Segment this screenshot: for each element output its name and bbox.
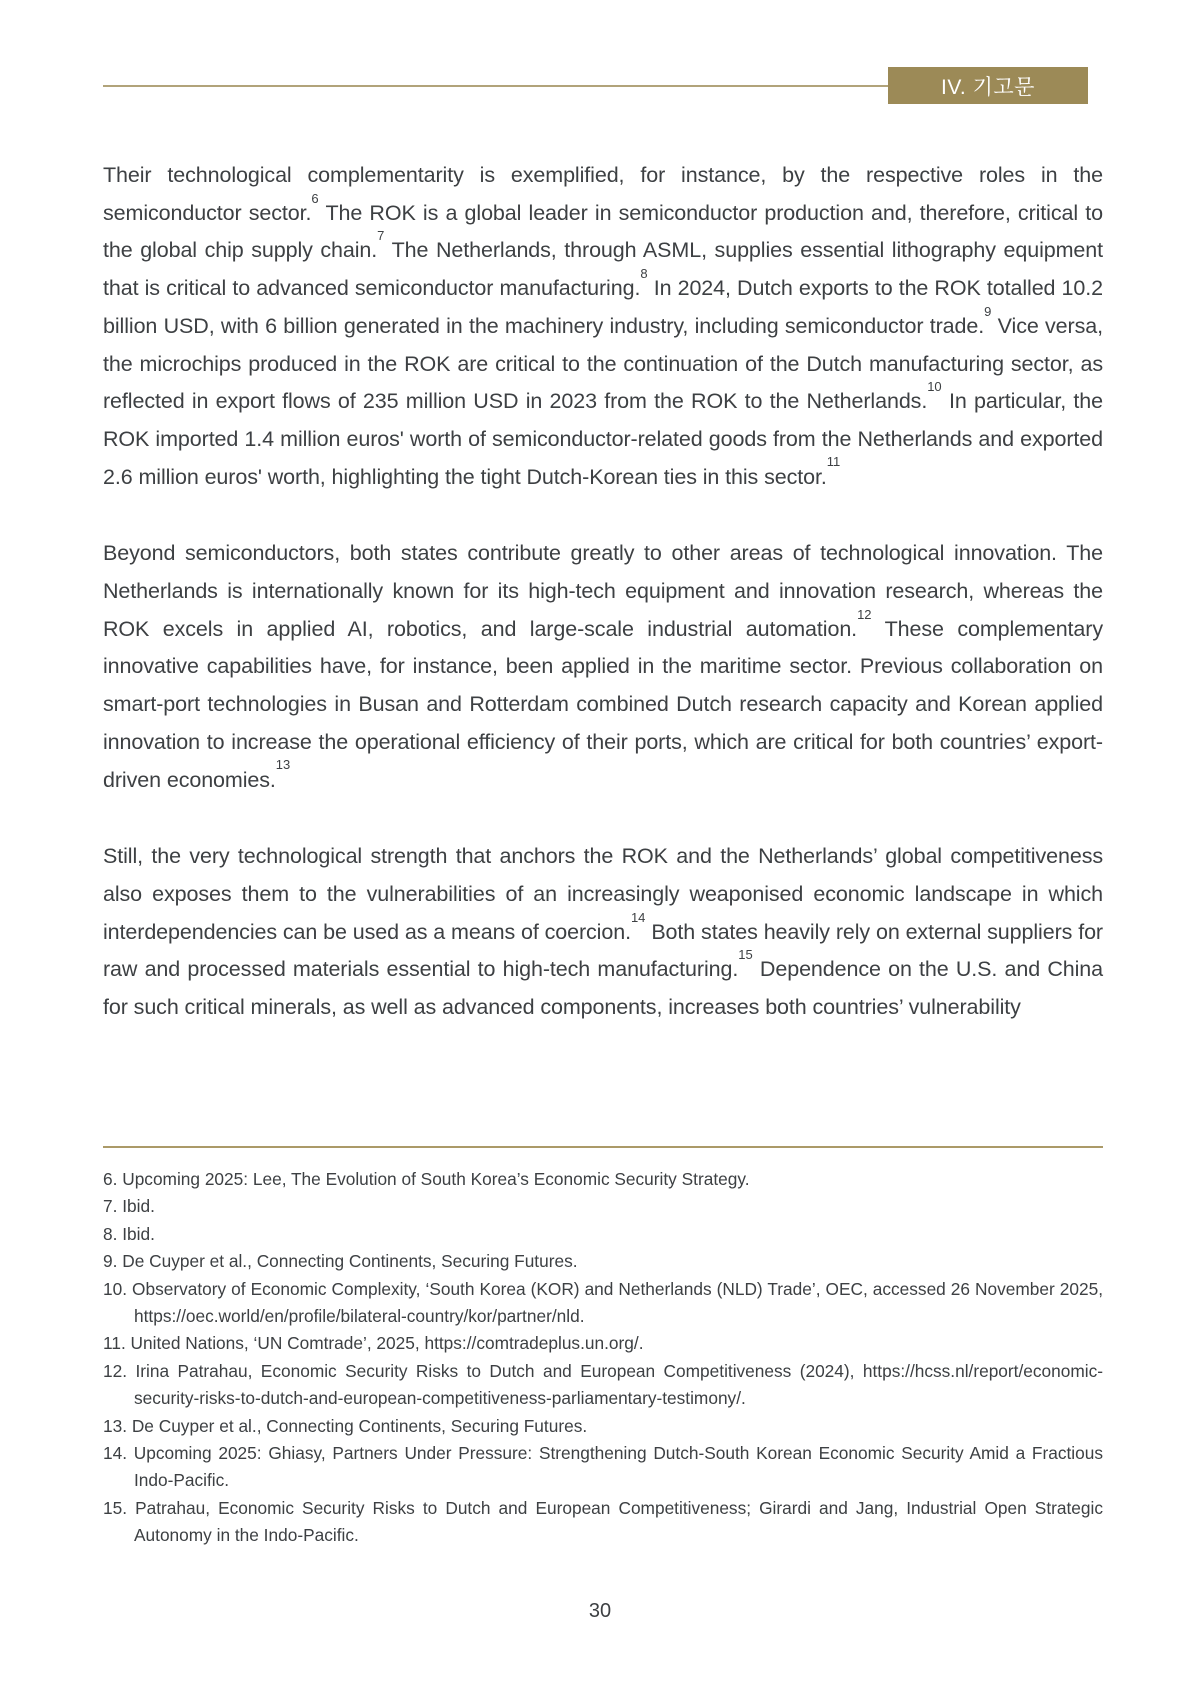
footnote-number: 8.: [103, 1223, 123, 1244]
footnote-text: Patrahau, Economic Security Risks to Dutch and European Competitiveness; Girardi and Jang, Industrial Open Strategic Autonomy in the Indo-Pacific.: [134, 1497, 1103, 1546]
footnote-divider-line: [103, 1146, 1103, 1148]
footnote-url[interactable]: https://hcss.nl/report/economic-security-risks-to-dutch-and-european-competitiveness-parliamentary-testimony/: [134, 1360, 1103, 1409]
footnote-text: De Cuyper et al., Connecting Continents, Securing Futures.: [131, 1415, 588, 1436]
body-text: These complementary innovative capabilities have, for instance, been applied in the maritime sector. Previous collaboration on smart-port technologies in Busan and Rotterdam combined Dutch research capacity and Korean applied innovation to increase the operational efficiency of their ports, which are critical for both countries’ export-driven economies.: [103, 616, 1103, 792]
body-text: The ROK is a global leader in semiconductor production and, therefore, critical to the global chip supply chain.: [103, 200, 1103, 263]
footnote-number: 11.: [103, 1333, 131, 1354]
footnote-text: De Cuyper et al., Connecting Continents, Securing Futures.: [122, 1251, 578, 1272]
footnote-number: 7.: [103, 1196, 123, 1217]
footnote-item: [103, 1221, 1103, 1248]
article-body: [103, 157, 1103, 1066]
body-text: Still, the very technological strength that anchors the ROK and the Netherlands’ global competitiveness also exposes them to the vulnerabilities of an increasingly weaponised economic landscape in which interdependencies can be used as a means of coercion.: [103, 844, 1103, 944]
footnote-ref: 9: [984, 303, 992, 319]
footnote-item: [103, 1248, 1103, 1275]
body-text: The Netherlands, through ASML, supplies essential lithography equipment that is critical to advanced semiconductor manufacturing.: [103, 238, 1103, 301]
footnote-number: 12.: [103, 1360, 136, 1381]
footnote-text: Observatory of Economic Complexity, ‘South Korea (KOR) and Netherlands (NLD) Trade’, OEC, accessed 26 November 2025,: [132, 1278, 1104, 1299]
footnote-number: 9.: [103, 1251, 123, 1272]
footnote-text: .: [579, 1306, 585, 1327]
footnote-text: United Nations, ‘UN Comtrade’, 2025,: [130, 1333, 425, 1354]
footnote-url[interactable]: https://comtradeplus.un.org/: [424, 1333, 639, 1354]
body-text: Beyond semiconductors, both states contribute greatly to other areas of technological innovation. The Netherlands is internationally known for its high-tech equipment and innovation research, whereas the ROK excels in applied AI, robotics, and large-scale industrial automation.: [103, 541, 1103, 641]
footnote-text: .: [638, 1333, 644, 1354]
footnote-item: [103, 1413, 1103, 1440]
body-text: In 2024, Dutch exports to the ROK totalled 10.2 billion USD, with 6 billion generated in the machinery industry, including semiconductor trade.: [103, 276, 1104, 338]
body-paragraph: [103, 838, 1103, 1027]
footnote-text: Upcoming 2025: Lee, The Evolution of South Korea’s Economic Security Strategy.: [122, 1169, 750, 1189]
body-paragraph: [103, 535, 1103, 799]
footnote-item: [103, 1440, 1103, 1495]
footnote-url[interactable]: https://oec.world/en/profile/bilateral-country/kor/partner/nld: [134, 1306, 580, 1327]
footnote-text: Ibid.: [122, 1196, 155, 1217]
body-paragraph: [103, 157, 1103, 496]
footnote-ref: 15: [738, 947, 753, 963]
footnotes-section: [103, 1166, 1103, 1550]
body-text: Dependence on the U.S. and China for such critical minerals, as well as advanced components, increases both countries’ vulnerability: [103, 957, 1103, 1020]
footnote-text: Ibid.: [122, 1223, 155, 1244]
footnote-number: 10.: [103, 1278, 133, 1299]
footnote-item: [103, 1166, 1103, 1193]
body-text: Vice versa, the microchips produced in the ROK are critical to the continuation of the Dutch manufacturing sector, as reflected in export flows of 235 million USD in 2023 from the ROK to the Netherlands.: [103, 313, 1103, 414]
footnote-item: [103, 1495, 1103, 1550]
footnote-text: .: [741, 1388, 746, 1409]
body-text: Their technological complementarity is exemplified, for instance, by the respective roles in the semiconductor sector.: [103, 163, 1103, 225]
body-text: In particular, the ROK imported 1.4 million euros' worth of semiconductor-related goods from the Netherlands and exported 2.6 million euros' worth, highlighting the tight Dutch-Korean ties in this sector.: [103, 389, 1103, 489]
footnote-item: [103, 1358, 1103, 1413]
footnote-item: [103, 1193, 1103, 1220]
body-text: Both states heavily rely on external suppliers for raw and processed materials essential to high-tech manufacturing.: [103, 919, 1103, 982]
footnote-item: [103, 1330, 1103, 1357]
footnote-ref: 6: [311, 190, 319, 206]
footnote-ref: 13: [275, 757, 291, 773]
footnote-number: 6.: [103, 1169, 123, 1189]
footnote-ref: 11: [826, 454, 841, 470]
header-divider-line: [103, 85, 889, 87]
footnote-text: Irina Patrahau, Economic Security Risks to Dutch and European Competitiveness (2024),: [135, 1360, 863, 1381]
footnote-ref: 8: [640, 265, 648, 281]
section-badge: [888, 67, 1088, 104]
footnote-ref: 14: [630, 909, 646, 925]
footnote-ref: 10: [927, 379, 942, 395]
section-badge-label: IV. 기고문: [941, 75, 1035, 99]
footnote-number: 13.: [103, 1415, 132, 1436]
footnote-item: [103, 1276, 1103, 1331]
footnote-text: Upcoming 2025: Ghiasy, Partners Under Pressure: Strengthening Dutch-South Korean Economic Security Amid a Fractious Indo-Pacific.: [133, 1443, 1103, 1491]
page-number: 30: [588, 1600, 612, 1622]
footnote-number: 14.: [103, 1443, 134, 1464]
footnote-ref: 7: [377, 228, 385, 244]
footnote-number: 15.: [103, 1497, 136, 1518]
footnote-ref: 12: [857, 606, 872, 622]
